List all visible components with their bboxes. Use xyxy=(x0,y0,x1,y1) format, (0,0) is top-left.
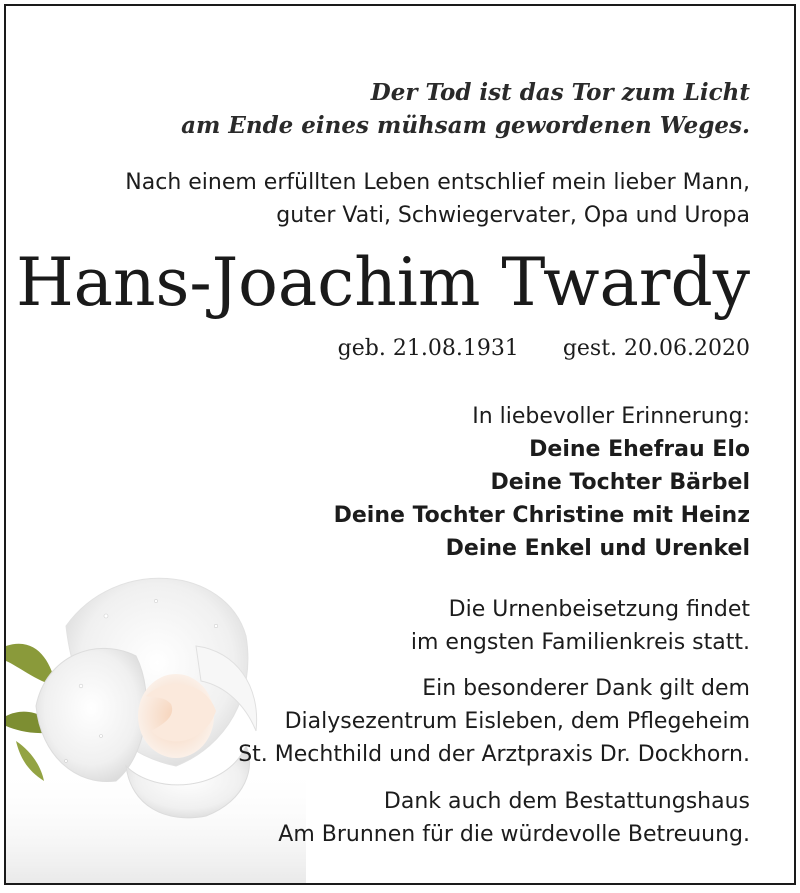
motto-line: am Ende eines mühsam gewordenen Weges. xyxy=(181,112,750,139)
thanks-line: Ein besonderer Dank gilt dem xyxy=(422,676,750,701)
burial-note xyxy=(411,593,750,659)
obituary-card xyxy=(4,4,796,885)
burial-line: im engsten Familienkreis statt. xyxy=(410,630,750,655)
motto-line: Der Tod ist das Tor zum Licht xyxy=(370,79,750,106)
motto xyxy=(181,76,750,142)
deceased-name: Hans-Joachim Twardy xyxy=(16,244,750,321)
intro-text xyxy=(125,166,750,232)
mourner-name: Deine Tochter Christine mit Heinz xyxy=(333,503,750,528)
thanks-line: Am Brunnen für die würdevolle Betreuung. xyxy=(278,822,750,847)
life-dates xyxy=(338,333,750,365)
memory-heading: In liebevoller Erinnerung: xyxy=(472,404,750,429)
mourner-name: Deine Enkel und Urenkel xyxy=(445,536,750,561)
mourners-block xyxy=(334,400,750,565)
intro-line: Nach einem erfüllten Leben entschlief mein lieber Mann, xyxy=(125,170,750,195)
mourner-name: Deine Ehefrau Elo xyxy=(529,437,750,462)
thanks-line: Dialysezentrum Eisleben, dem Pflegeheim xyxy=(284,709,750,734)
birth-date: geb. 21.08.1931 xyxy=(337,336,519,361)
mourner-name: Deine Tochter Bärbel xyxy=(490,470,750,495)
thanks-note xyxy=(238,672,750,771)
intro-line: guter Vati, Schwiegervater, Opa und Uropa xyxy=(276,203,750,228)
funeral-home-thanks xyxy=(278,785,750,851)
thanks-line: Dank auch dem Bestattungshaus xyxy=(383,789,750,814)
burial-line: Die Urnenbeisetzung findet xyxy=(448,597,750,622)
thanks-line: St. Mechthild und der Arztpraxis Dr. Dockhorn. xyxy=(238,742,750,767)
death-date: gest. 20.06.2020 xyxy=(562,336,750,361)
